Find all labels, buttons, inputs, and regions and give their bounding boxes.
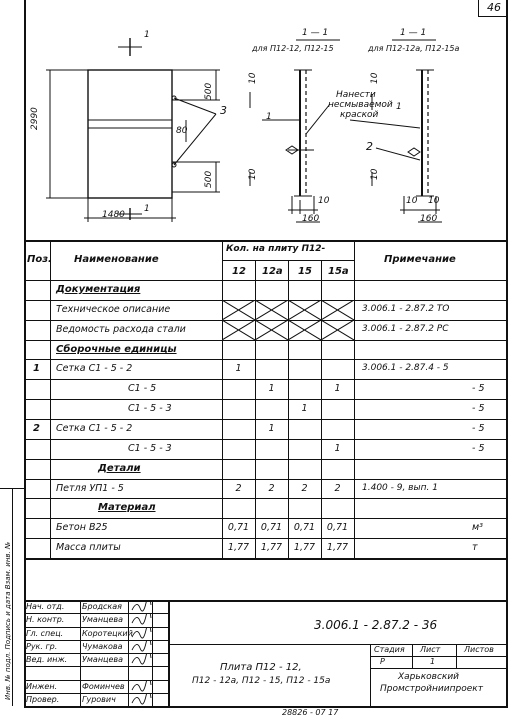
table-row	[24, 379, 506, 399]
table-row	[24, 399, 506, 419]
signature	[130, 600, 152, 613]
staff-name: Гурович	[82, 695, 116, 704]
header-col-12: 12	[232, 266, 246, 277]
table-row	[24, 459, 506, 479]
sheet-number: 46	[487, 1, 501, 14]
qty-cell: 1,77	[293, 542, 316, 553]
qty-cell: 1,77	[260, 542, 283, 553]
row-name: Масса плиты	[56, 542, 121, 553]
header-col-12a: 12а	[262, 266, 283, 277]
qty-cell: 0,71	[326, 522, 349, 533]
staff-name: Уманцева	[82, 655, 124, 664]
section1-title: 1 — 1	[302, 28, 329, 38]
staff-name: Уманцева	[82, 615, 124, 624]
dim-80: 80	[176, 126, 188, 136]
height-dim: 2990	[30, 107, 40, 130]
row-note: - 5	[472, 403, 485, 414]
dim-500-bottom: 500	[204, 170, 214, 188]
table-row	[24, 340, 506, 360]
cross-mark	[288, 300, 321, 320]
note-line2: несмываемой	[328, 100, 393, 110]
callout-2: 2	[366, 140, 373, 153]
width-dim: 1480	[102, 210, 125, 220]
cross-mark	[222, 300, 255, 320]
bottom-text: 28826 - 07 17	[282, 708, 339, 717]
signature	[130, 693, 152, 706]
dim-10-b: 10	[248, 168, 258, 180]
table-row	[24, 518, 506, 538]
side-stamp: Инв. № подл. Подпись и дата Взам. инв. №	[4, 541, 12, 700]
table-row	[24, 419, 506, 439]
sheets-label: Листов	[464, 645, 494, 654]
callout-3: 3	[220, 104, 227, 117]
qty-cell: 2	[334, 483, 341, 494]
stage-value: Р	[380, 657, 385, 666]
qty-cell: 1	[268, 383, 275, 394]
signature	[130, 653, 152, 666]
signature	[130, 680, 152, 693]
table-row	[24, 439, 506, 459]
table-row	[24, 280, 506, 300]
row-pos: 1	[33, 363, 40, 374]
staff-role: Инжен.	[26, 682, 58, 691]
header-note: Примечание	[384, 254, 456, 265]
cross-mark	[321, 300, 354, 320]
table-row	[24, 359, 506, 379]
qty-cell: 1,77	[326, 542, 349, 553]
row-note: 3.006.1 - 2.87.2 РС	[362, 324, 449, 334]
cross-mark	[321, 320, 354, 340]
dim-10-d: 10	[370, 72, 380, 84]
staff-role: Провер.	[26, 695, 60, 704]
dim-500-top: 500	[204, 82, 214, 100]
qty-cell: 0,71	[293, 522, 316, 533]
title-line1: Плита П12 - 12,	[220, 662, 302, 673]
staff-name: Чумакова	[82, 642, 123, 651]
doc-code: 3.006.1 - 2.87.2 - 36	[314, 618, 438, 632]
row-note: м³	[472, 522, 483, 533]
row-name: Техническое описание	[56, 304, 171, 315]
staff-name: Коротецкий	[82, 629, 133, 638]
dim-160-b: 160	[420, 214, 438, 224]
cross-mark	[255, 300, 288, 320]
org-line2: Промстройниипроект	[380, 684, 483, 694]
signature	[130, 613, 152, 626]
note-line1: Нанести	[336, 90, 376, 100]
note-line3: краской	[340, 110, 379, 120]
qty-cell: 2	[301, 483, 308, 494]
qty-cell: 2	[268, 483, 275, 494]
staff-role: Гл. спец.	[26, 629, 64, 638]
row-name: Сетка С1 - 5 - 2	[56, 423, 133, 434]
staff-name: Фоминчев	[82, 682, 125, 691]
row-note: т	[472, 542, 478, 553]
sheet-value: 1	[430, 657, 436, 666]
title-line2: П12 - 12а, П12 - 15, П12 - 15а	[192, 676, 331, 686]
row-note: 1.400 - 9, вып. 1	[362, 483, 438, 493]
section-heading: Документация	[56, 284, 141, 295]
header-pos: Поз.	[27, 254, 52, 265]
section-mark-top-label: 1	[144, 30, 150, 40]
row-name: Бетон В25	[56, 522, 108, 533]
row-name: С1 - 5 - 3	[128, 443, 172, 454]
row-name: С1 - 5	[128, 383, 157, 394]
cross-mark	[288, 320, 321, 340]
callout-1-a: 1	[266, 112, 272, 122]
qty-cell: 1	[334, 383, 341, 394]
table-row	[24, 320, 506, 340]
stage-label: Стадия	[374, 645, 405, 654]
staff-name: Бродская	[82, 602, 122, 611]
section-heading: Детали	[98, 463, 141, 474]
specification-table	[24, 240, 506, 558]
row-name: Петля УП1 - 5	[56, 483, 124, 494]
cross-mark	[222, 320, 255, 340]
row-note: - 5	[472, 423, 485, 434]
header-col-15: 15	[298, 266, 312, 277]
table-row	[24, 300, 506, 320]
row-note: - 5	[472, 383, 485, 394]
dim-10-c: 10	[318, 196, 330, 206]
dim-10-e: 10	[370, 168, 380, 180]
dim-10-g: 10	[428, 196, 440, 206]
title-block	[24, 600, 506, 706]
org-line1: Харьковский	[398, 672, 460, 682]
callout-1-b: 1	[396, 102, 402, 112]
row-pos: 2	[33, 423, 40, 434]
header-col-15a: 15а	[328, 266, 349, 277]
section1-subtitle: для П12-12, П12-15	[252, 44, 334, 53]
qty-cell: 1,77	[227, 542, 250, 553]
signature	[130, 640, 152, 653]
row-note: 3.006.1 - 2.87.2 ТО	[362, 304, 450, 314]
sheet-label: Лист	[420, 645, 441, 654]
staff-role: Н. контр.	[26, 615, 65, 624]
dim-10-a: 10	[248, 72, 258, 84]
row-name: Сетка С1 - 5 - 2	[56, 363, 133, 374]
qty-cell: 0,71	[260, 522, 283, 533]
row-name: Ведомость расхода стали	[56, 324, 186, 335]
table-row	[24, 498, 506, 518]
section2-subtitle: для П12-12а, П12-15а	[368, 44, 460, 53]
dim-160-a: 160	[302, 214, 320, 224]
qty-cell: 1	[235, 363, 242, 374]
staff-role: Рук. гр.	[26, 642, 58, 651]
row-name: С1 - 5 - 3	[128, 403, 172, 414]
section-heading: Материал	[98, 502, 156, 513]
section2-title: 1 — 1	[400, 28, 427, 38]
header-qty: Кол. на плиту П12-	[226, 244, 326, 254]
staff-role: Нач. отд.	[26, 602, 65, 611]
qty-cell: 1	[268, 423, 275, 434]
row-note: - 5	[472, 443, 485, 454]
staff-role: Вед. инж.	[26, 655, 68, 664]
signature	[130, 627, 152, 640]
qty-cell: 1	[301, 403, 308, 414]
header-name: Наименование	[74, 254, 159, 265]
dim-10-f: 10	[406, 196, 418, 206]
row-note: 3.006.1 - 2.87.4 - 5	[362, 363, 449, 373]
cross-mark	[255, 320, 288, 340]
section-heading: Сборочные единицы	[56, 344, 177, 355]
section-mark-bottom-label: 1	[144, 204, 150, 214]
qty-cell: 0,71	[227, 522, 250, 533]
table-row	[24, 479, 506, 499]
qty-cell: 2	[235, 483, 242, 494]
table-row	[24, 538, 506, 558]
qty-cell: 1	[334, 443, 341, 454]
